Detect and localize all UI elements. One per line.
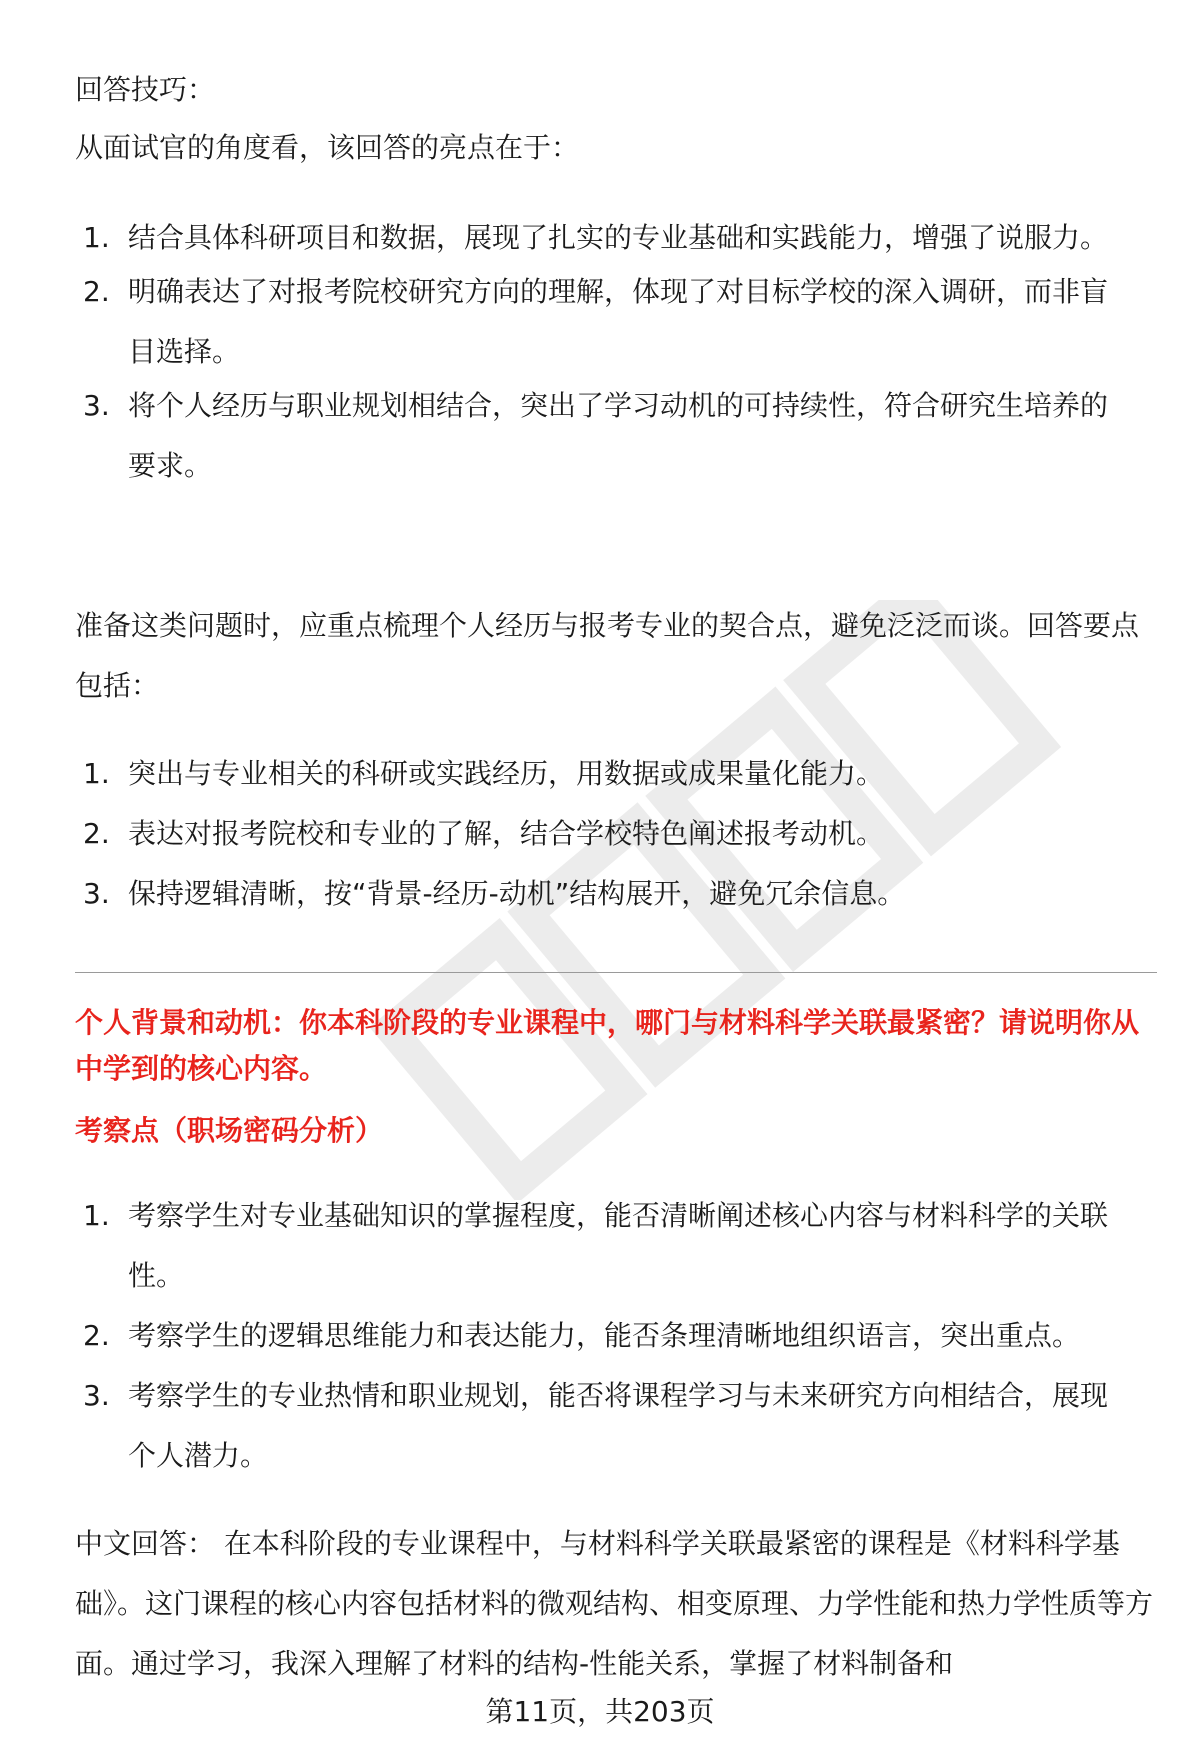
highlight-list bbox=[75, 208, 1155, 496]
list-item-text: 考察学生的专业热情和职业规划，能否将课程学习与未来研究方向相结合，展现个人潜力。 bbox=[128, 1379, 1109, 1472]
list-item-text: 表达对报考院校和专业的了解，结合学校特色阐述报考动机。 bbox=[128, 817, 885, 850]
list-item-number: 3. bbox=[83, 1379, 110, 1412]
list-item bbox=[75, 376, 1128, 496]
page-number: 第11页，共203页 bbox=[485, 1695, 715, 1728]
list-item-text: 保持逻辑清晰，按“背景-经历-动机”结构展开，避免冗余信息。 bbox=[128, 877, 906, 910]
list-item-number: 1. bbox=[83, 1199, 110, 1232]
assess-heading: 考察点（职场密码分析） bbox=[75, 1114, 384, 1147]
list-item-number: 2. bbox=[83, 817, 110, 850]
list-item-number: 2. bbox=[83, 275, 110, 308]
question-heading: 个人背景和动机：你本科阶段的专业课程中，哪门与材料科学关联最紧密？请说明你从中学到的核心内容。 bbox=[75, 1006, 1140, 1085]
answer-text: 中文回答： 在本科阶段的专业课程中，与材料科学关联最紧密的课程是《材料科学基础》。这门课程的核心内容包括材料的微观结构、相变原理、力学性能和热力学性质等方面。通过学习，我深入理解了材料的结构-性能关系，掌握了材料制备和 bbox=[75, 1527, 1154, 1680]
list-item-number: 3. bbox=[83, 877, 110, 910]
assess-list bbox=[75, 1186, 1155, 1486]
list-item bbox=[75, 804, 1155, 864]
list-item bbox=[75, 1186, 1128, 1306]
prep-text: 准备这类问题时，应重点梳理个人经历与报考专业的契合点，避免泛泛而谈。回答要点包括： bbox=[75, 609, 1140, 702]
list-item bbox=[75, 208, 1128, 268]
key-points-list bbox=[75, 744, 1155, 924]
tips-label: 回答技巧： bbox=[75, 73, 216, 106]
list-item-text: 考察学生的逻辑思维能力和表达能力，能否条理清晰地组织语言，突出重点。 bbox=[128, 1319, 1081, 1352]
list-item bbox=[75, 1306, 1128, 1366]
list-item-text: 考察学生对专业基础知识的掌握程度，能否清晰阐述核心内容与材料科学的关联性。 bbox=[128, 1199, 1109, 1292]
list-item bbox=[75, 744, 1155, 804]
list-item-number: 1. bbox=[83, 757, 110, 790]
list-item-number: 1. bbox=[83, 221, 110, 254]
list-item bbox=[75, 262, 1128, 382]
intro-text: 从面试官的角度看，该回答的亮点在于： bbox=[75, 131, 580, 164]
list-item-number: 2. bbox=[83, 1319, 110, 1352]
section-divider bbox=[75, 972, 1157, 973]
list-item bbox=[75, 864, 1155, 924]
list-item-text: 结合具体科研项目和数据，展现了扎实的专业基础和实践能力，增强了说服力。 bbox=[128, 221, 1109, 254]
list-item-number: 3. bbox=[83, 389, 110, 422]
list-item-text: 明确表达了对报考院校研究方向的理解，体现了对目标学校的深入调研，而非盲目选择。 bbox=[128, 275, 1109, 368]
list-item-text: 将个人经历与职业规划相结合，突出了学习动机的可持续性，符合研究生培养的要求。 bbox=[128, 389, 1109, 482]
list-item bbox=[75, 1366, 1128, 1486]
list-item-text: 突出与专业相关的科研或实践经历，用数据或成果量化能力。 bbox=[128, 757, 885, 790]
